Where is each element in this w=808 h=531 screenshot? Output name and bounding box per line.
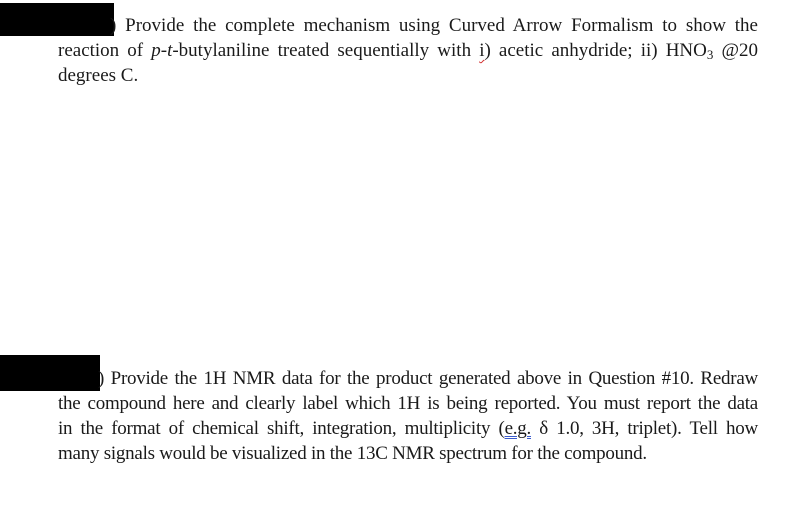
- question-2-line-2-text: the compound here and clearly label which 1H is being reported. You must report the data: [58, 393, 758, 414]
- question-1-text-b: -: [160, 40, 168, 61]
- question-2-text-a: in the format of chemical shift, integration, multiplicity (: [58, 418, 505, 439]
- question-1-line-1-text: ) Provide the complete mechanism using Curved Arrow Formalism to show the: [110, 15, 758, 36]
- question-1-text-e: @20: [713, 40, 759, 61]
- question-1-line-3: [58, 63, 758, 88]
- question-2-line-1: [58, 366, 758, 391]
- question-2: [58, 366, 758, 466]
- question-2-line-4-text: many signals would be visualized in the 13C NMR spectrum for the compound.: [58, 443, 647, 464]
- question-2-line-2: [58, 391, 758, 416]
- question-2-line-3: [58, 416, 758, 441]
- question-2-line-4: [58, 441, 758, 466]
- spellcheck-flagged-word: i: [479, 40, 485, 61]
- question-1-text-d: ) acetic anhydride; ii) HNO: [484, 40, 707, 61]
- question-2-text-b: δ 1.0, 3H, triplet). Tell how: [531, 418, 758, 439]
- tert-prefix: t: [167, 40, 173, 61]
- subscript-3: 3: [706, 47, 714, 62]
- question-1-line-2: [58, 38, 758, 63]
- para-prefix: p: [151, 40, 161, 61]
- question-1-line-3-text: degrees C.: [58, 65, 139, 86]
- question-1-text-a: reaction of: [58, 40, 152, 61]
- question-2-line-1-text: ) Provide the 1H NMR data for the product generated above in Question #10. Redraw: [98, 368, 758, 389]
- question-1: [58, 13, 758, 88]
- question-1-line-1: [58, 13, 758, 38]
- grammar-flagged-word: e.g.: [504, 418, 531, 439]
- question-1-text-c: -butylaniline treated sequentially with: [172, 40, 480, 61]
